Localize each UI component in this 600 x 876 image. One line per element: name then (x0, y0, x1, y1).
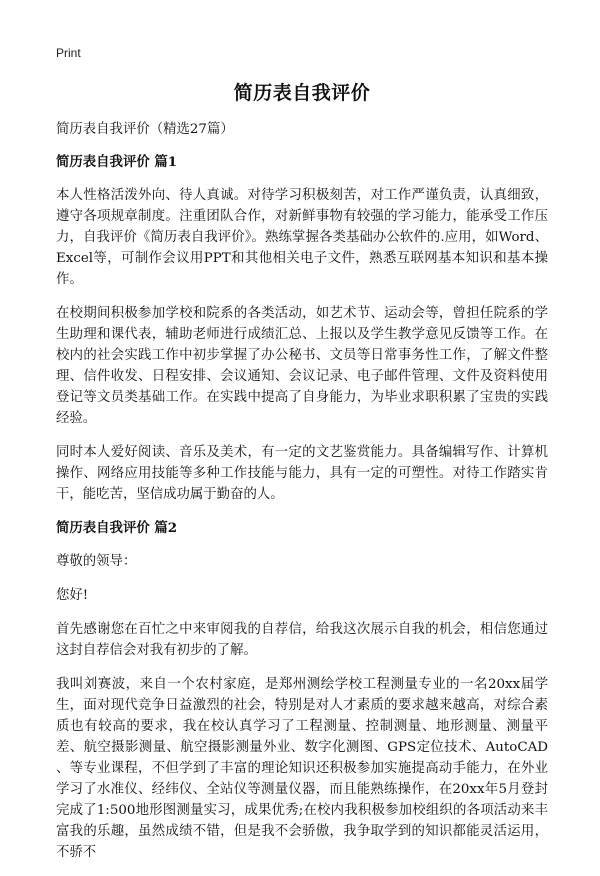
section-heading-2: 简历表自我评价 篇2 (56, 520, 178, 536)
article-body (56, 119, 548, 876)
paragraph: 在校期间积极参加学校和院系的各类活动，如艺术节、运动会等，曾担任院系的学生助理和课代表，辅助老师进行成绩汇总、上报以及学生教学意见反馈等工作。在校内的社会实践工作中初步掌握了办公秘书、文员等日常事务性工作，了解文件整理、信件收发、日程安排、会议通知、会议记录、电子邮件管理、文件及资料使用登记等文员类基础工作。在实践中提高了自身能力，为毕业求职积累了宝贵的实践经验。 (56, 306, 548, 426)
paragraph: 首先感谢您在百忙之中来审阅我的自荐信，给我这次展示自我的机会，相信您通过这封自荐信会对我有初步的了解。 (56, 622, 548, 658)
salutation: 尊敬的领导： (56, 554, 137, 569)
paragraph: 同时本人爱好阅读、音乐及美术，有一定的文艺鉴赏能力。具备编辑写作、计算机操作、网络应用技能等多种工作技能与能力，具有一定的可塑性。对待工作踏实肯干，能吃苦，坚信成功属于勤奋的人。 (56, 445, 548, 502)
paragraph: 本人性格活泼外向、待人真诚。对待学习积极刻苦，对工作严谨负责，认真细致，遵守各项规章制度。注重团队合作，对新鲜事物有较强的学习能力，能承受工作压力，自我评价《简历表自我评价》。熟练掌握各类基础办公软件的.应用，如Word、Excel等，可制作会议用PPT和其他相关电子文件，熟悉互联网基本知识和基本操作。 (56, 188, 548, 287)
article-subtitle: 简历表自我评价（精选27篇） (56, 122, 234, 137)
greeting: 您好! (56, 588, 89, 603)
page-title: 简历表自我评价 (233, 82, 371, 104)
print-link[interactable]: Print (56, 46, 81, 60)
section-heading-1: 简历表自我评价 篇1 (56, 154, 178, 170)
paragraph: 我叫刘赛波，来自一个农村家庭，是郑州测绘学校工程测量专业的一名20xx届学生，面对现代竞争日益激烈的社会，特别是对人才素质的要求越来越高，对综合素质也有较高的要求，我在校认真学习了工程测量、控制测量、地形测量、测量平差、航空摄影测量、航空摄影测量外业、数字化测图、GPS定位技术、AutoCAD 、等专业课程，不但学到了丰富的理论知识还积极参加实施提高动手能力，在外业学习了水准仪、经纬仪、全站仪等测量仪器，而且能熟练操作，在20xx年5月登封完成了1:500地形图测量实习，成果优秀;在校内我积极参加校组织的各项活动来丰富我的乐趣，虽然成绩不错，但是我不会骄傲，我争取学到的知识都能灵活运用，不骄不 (56, 677, 548, 860)
